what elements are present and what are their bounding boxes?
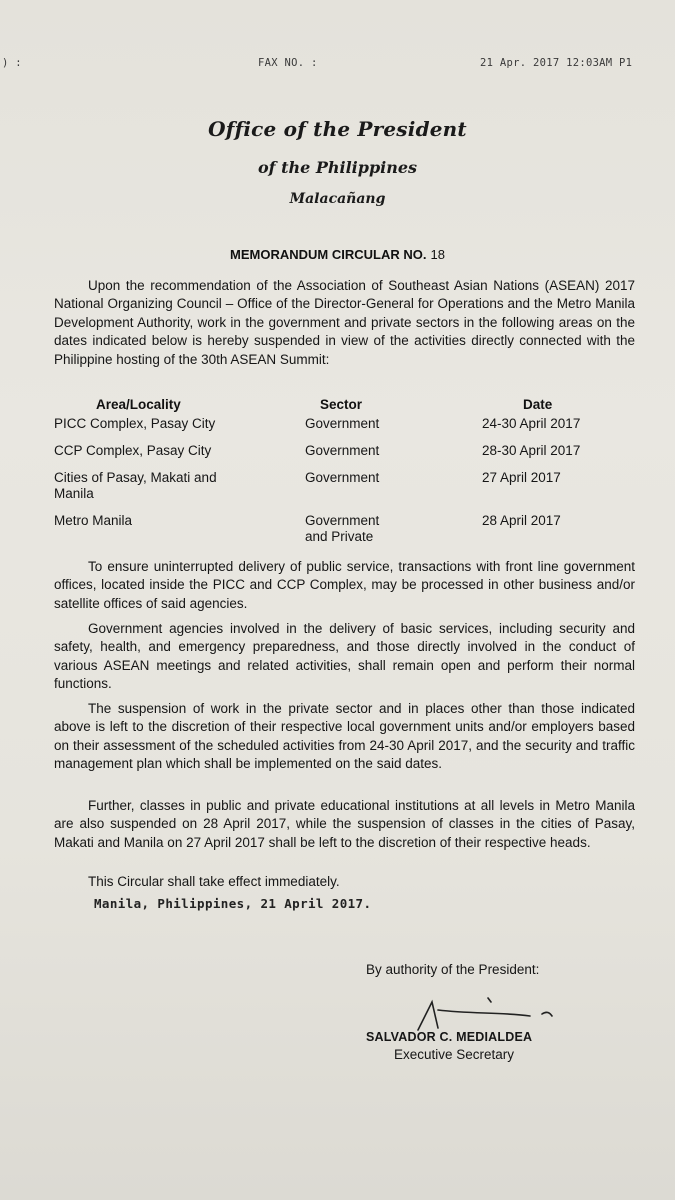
memo-title [0,247,675,262]
paragraph-basic-services: Government agencies involved in the delivery of basic services, including security and safety, health, and emergency preparedness, and those directly involved in the conduct of various ASEAN meetings and related activities, shall remain open and perform their normal functions. [54,621,635,692]
paragraph-private-sector: The suspension of work in the private sector and in places other than those indicated above is left to the discretion of their respective local government units and/or employers based on their assessment of the scheduled activities from 24-30 April 2017, and the security and traffic management plan which shall be implemented on the said dates. [54,701,635,772]
column-header-area: Area/Locality [96,397,181,412]
row-sector: Government [305,416,380,431]
row-sector: Government [305,443,380,458]
signatory-title: Executive Secretary [394,1047,515,1062]
row-area: PICC Complex, Pasay City [54,416,216,431]
authority-line: By authority of the President: [366,962,540,977]
office-subtitle: of the Philippines [257,158,418,177]
row-date: 28-30 April 2017 [482,443,581,458]
signatory-name: SALVADOR C. MEDIALDEA [366,1030,533,1044]
office-location: Malacañang [289,191,386,207]
paragraph-classes: Further, classes in public and private educational institutions at all levels in Metro Manila are also suspended on 28 April 2017, while the suspension of classes in the cities of Pasay, Makati and Manila on 27 April 2017 shall be left to the discretion of their respective heads. [54,798,635,850]
row-area: Cities of Pasay, Makati and Manila [54,470,217,501]
fax-datetime: 21 Apr. 2017 12:03AM P1 [480,57,633,69]
row-date: 27 April 2017 [482,470,561,485]
column-header-date: Date [523,397,553,412]
row-date: 24-30 April 2017 [482,416,581,431]
row-area: CCP Complex, Pasay City [54,443,212,458]
memo-title-text: MEMORANDUM CIRCULAR NO. [230,247,427,262]
row-sector: Government and Private [305,513,380,544]
paragraph-public-service: To ensure uninterrupted delivery of public service, transactions with front line government offices, located inside the PICC and CCP Complex, may be processed in other business and/or satellite offices of said agencies. [54,559,635,611]
intro-paragraph: Upon the recommendation of the Association of Southeast Asian Nations (ASEAN) 2017 National Organizing Council – Office of the Director-General for Operations and the Metro Manila Development Authority, work in the government and private sectors in the following areas on the dates indicated below is hereby suspended in view of the activities directly connected with the Philippine hosting of the 30th ASEAN Summit: [54,278,635,367]
fax-number-label: FAX NO. : [258,57,318,69]
office-title: Office of the President [208,117,467,141]
column-header-sector: Sector [320,397,363,412]
row-area: Metro Manila [54,513,133,528]
row-sector: Government [305,470,380,485]
effect-statement: This Circular shall take effect immediately. [88,874,340,889]
memo-number: 18 [430,247,445,262]
row-date: 28 April 2017 [482,513,561,528]
fax-header-left: ) : [2,57,22,69]
place-date: Manila, Philippines, 21 April 2017. [94,896,372,911]
